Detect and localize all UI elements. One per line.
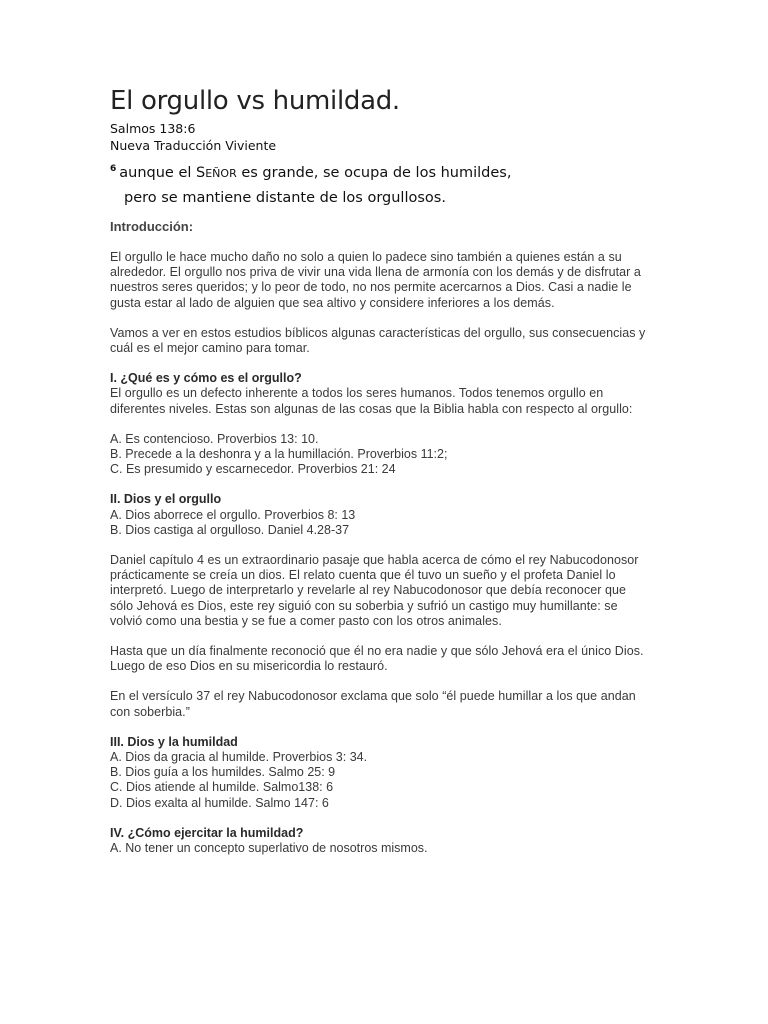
section-4-heading: IV. ¿Cómo ejercitar la humildad?: [110, 825, 304, 840]
section-2-heading: II. Dios y el orgullo: [110, 492, 222, 507]
list-item: C. Es presumido y escarnecedor. Proverbios 21: 24: [110, 462, 396, 477]
verse-text-before: aunque el: [119, 165, 197, 181]
list-item: B. Dios castiga al orgulloso. Daniel 4.28-37: [110, 522, 350, 537]
verse-number: 6: [110, 164, 117, 174]
section-1-heading: I. ¿Qué es y cómo es el orgullo?: [110, 371, 302, 386]
list-item: A. Dios aborrece el orgullo. Proverbios 8: 13: [110, 507, 356, 522]
intro-paragraph-1: El orgullo le hace mucho daño no solo a quien lo padece sino también a quienes están a su alrededor. El orgullo nos priva de vivir una vida llena de armonía con los demás y de disfrutar a nuestros seres queridos; y lo peor de todo, no nos permite acercarnos a Dios. Casi a nadie le gusta estar al lado de alguien que sea altivo y considere inferiores a los demás.: [110, 250, 641, 310]
verse-line-2: pero se mantiene distante de los orgullosos.: [124, 190, 446, 206]
list-item: A. Dios da gracia al humilde. Proverbios 3: 34.: [110, 750, 368, 765]
page-title: El orgullo vs humildad.: [110, 86, 400, 116]
lord-small-caps: EÑOR: [205, 167, 237, 180]
section-2-list: [110, 508, 650, 538]
verse-text-after: es grande, se ocupa de los humildes,: [236, 165, 512, 181]
intro-paragraph-2: Vamos a ver en estos estudios bíblicos algunas características del orgullo, sus consecuencias y cuál es el mejor camino para tomar.: [110, 325, 646, 356]
intro-heading: Introducción:: [110, 219, 194, 234]
section-2-paragraph-2: Hasta que un día finalmente reconoció que él no era nadie y que sólo Jehová era el único Dios. Luego de eso Dios en su misericordia lo restauró.: [110, 644, 644, 674]
section-1-list: [110, 432, 650, 478]
list-item: C. Dios atiende al humilde. Salmo138: 6: [110, 780, 334, 795]
list-item: A. No tener un concepto superlativo de nosotros mismos.: [110, 841, 428, 856]
section-2-paragraph-1: Daniel capítulo 4 es un extraordinario pasaje que habla acerca de cómo el rey Nabucodonosor prácticamente se creía un dios. El relato cuenta que él tuvo un sueño y el profeta Daniel lo interpretó. Luego de interpretarlo y revelarle al rey Nabucodonosor que debía reconocer que sólo Jehová es Dios, este rey siguió con su soberbia y sufrió un castigo muy humillante: se volvió como una bestia y se fue a comer pasto con los otros animales.: [110, 553, 639, 628]
lord-initial: S: [196, 165, 206, 181]
list-item: A. Es contencioso. Proverbios 13: 10.: [110, 431, 319, 446]
lord-word: [196, 165, 237, 181]
section-1-text: El orgullo es un defecto inherente a todos los seres humanos. Todos tenemos orgullo en diferentes niveles. Estas son algunas de las cosas que la Biblia habla con respecto al orgullo:: [110, 386, 633, 416]
list-item: B. Precede a la deshonra y a la humillación. Proverbios 11:2;: [110, 447, 448, 462]
section-3-list: [110, 750, 650, 811]
scripture-reference: Salmos 138:6: [110, 121, 196, 136]
section-4-list: [110, 841, 650, 856]
verse-line-1: [110, 157, 650, 186]
list-item: B. Dios guía a los humildes. Salmo 25: 9: [110, 765, 336, 780]
document-content: [110, 84, 650, 856]
list-item: D. Dios exalta al humilde. Salmo 147: 6: [110, 795, 329, 810]
section-2-paragraph-3: En el versículo 37 el rey Nabucodonosor exclama que solo “él puede humillar a los que andan con soberbia.”: [110, 689, 636, 719]
section-3-heading: III. Dios y la humildad: [110, 734, 238, 749]
translation-name: Nueva Traducción Viviente: [110, 138, 277, 153]
